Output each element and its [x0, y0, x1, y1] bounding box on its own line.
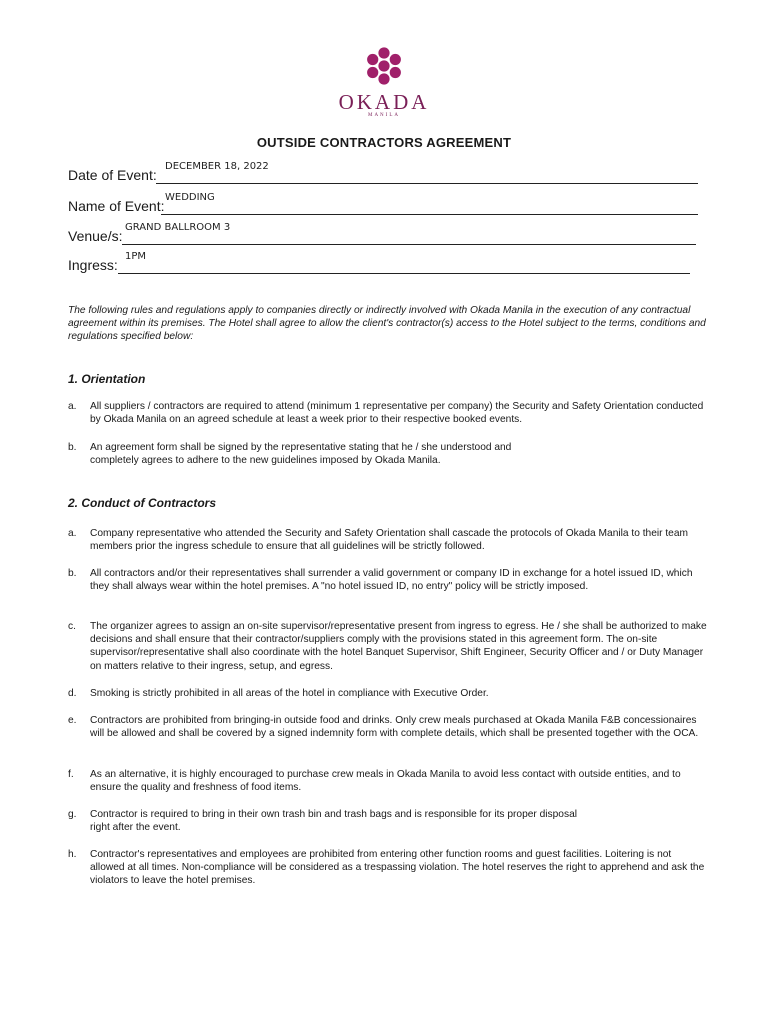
list-item	[68, 687, 708, 700]
item-text: The organizer agrees to assign an on-site supervisor/representative present from ingress to egress. He / she shall be authorized to make decisions and shall ensure that their contractor/suppliers comply with the provisions stated in this agreement form. The on-site supervisor/representative shall also coordinate with the hotel Banquet Supervisor, Shift Engineer, Security Officer and / or Duty Manager on matters relative to their ingress, setup, and egress.	[90, 621, 707, 672]
list-item	[68, 620, 708, 673]
field-underline	[156, 183, 698, 184]
field-value[interactable]: 1PM	[125, 251, 147, 262]
item-text: Contractor is required to bring in their own trash bin and trash bags and is responsible for its proper disposal right after the event.	[90, 809, 577, 834]
list-item	[68, 808, 708, 834]
list-item	[68, 567, 708, 593]
list-item	[68, 714, 708, 740]
field-value[interactable]: DECEMBER 18, 2022	[165, 161, 269, 172]
list-item	[68, 848, 708, 888]
item-marker: c.	[68, 621, 76, 632]
item-text: An agreement form shall be signed by the representative stating that he / she understood and completely agrees to adhere to the new guidelines imposed by Okada Manila.	[90, 442, 512, 467]
field-ingress[interactable]	[68, 251, 690, 274]
field-value[interactable]: GRAND BALLROOM 3	[125, 222, 231, 233]
item-text: Company representative who attended the Security and Safety Orientation shall cascade the protocols of Okada Manila to their team members prior the ingress schedule to ensure that all guidelines will be strictly followed.	[90, 528, 689, 553]
field-label: Name of Event:	[68, 198, 165, 214]
brand-subtitle: MANILA	[368, 113, 400, 118]
field-underline	[118, 273, 690, 274]
section-heading-conduct: 2. Conduct of Contractors	[68, 496, 217, 510]
document-title: OUTSIDE CONTRACTORS AGREEMENT	[256, 135, 512, 150]
list-item	[68, 768, 708, 794]
item-marker: b.	[68, 568, 77, 579]
okada-logo	[0, 44, 768, 119]
item-marker: d.	[68, 688, 77, 699]
list-item	[68, 400, 708, 426]
flower-logo-icon	[362, 44, 406, 88]
section-heading-orientation: 1. Orientation	[68, 372, 146, 386]
field-underline	[161, 214, 698, 215]
field-date-of-event[interactable]	[68, 161, 698, 184]
item-marker: e.	[68, 715, 77, 726]
item-text: Contractors are prohibited from bringing-in outside food and drinks. Only crew meals purchased at Okada Manila F&B concessionaires will be allowed and shall be covered by a signed indemnity form with complete details, which shall be presented together with the OCA.	[90, 715, 699, 740]
item-marker: f.	[68, 769, 74, 780]
brand-name: OKADA	[338, 90, 430, 114]
item-text: All contractors and/or their representatives shall surrender a valid government or company ID in exchange for a hotel issued ID, which they shall always wear within the hotel premises. A "no hotel issued ID, no entry" policy will be strictly imposed.	[90, 568, 693, 593]
field-value[interactable]: WEDDING	[165, 192, 215, 203]
field-label: Ingress:	[68, 257, 118, 273]
list-item	[68, 527, 708, 553]
intro-paragraph: The following rules and regulations apply to companies directly or indirectly involved with Okada Manila in the execution of any contractual agreement within its premises. The Hotel shall agree to allow the client's contractor(s) access to the Hotel subject to the terms, conditions and regulations specified below:	[68, 305, 706, 343]
item-marker: h.	[68, 849, 77, 860]
field-label: Venue/s:	[68, 228, 123, 244]
item-marker: a.	[68, 401, 77, 412]
item-text: As an alternative, it is highly encouraged to purchase crew meals in Okada Manila to avoid less contact with outside entities, and to ensure the quality and freshness of food items.	[90, 769, 681, 794]
item-marker: g.	[68, 809, 77, 820]
field-venue[interactable]	[68, 222, 696, 245]
item-marker: a.	[68, 528, 77, 539]
field-name-of-event[interactable]	[68, 192, 698, 215]
field-label: Date of Event:	[68, 167, 157, 183]
field-underline	[122, 244, 696, 245]
item-text: Contractor's representatives and employees are prohibited from entering other function rooms and guest facilities. Loitering is not allowed at all times. Non-compliance will be considered as a trespassing violation. The hotel reserves the right to apprehend and ask the violators to leave the hotel premises.	[90, 849, 705, 887]
item-text: Smoking is strictly prohibited in all areas of the hotel in compliance with Executive Order.	[90, 688, 489, 699]
item-text: All suppliers / contractors are required to attend (minimum 1 representative per company) the Security and Safety Orientation conducted by Okada Manila on an agreed schedule at least a week prior to their respective booked events.	[90, 401, 704, 426]
list-item	[68, 441, 708, 467]
item-marker: b.	[68, 442, 77, 453]
